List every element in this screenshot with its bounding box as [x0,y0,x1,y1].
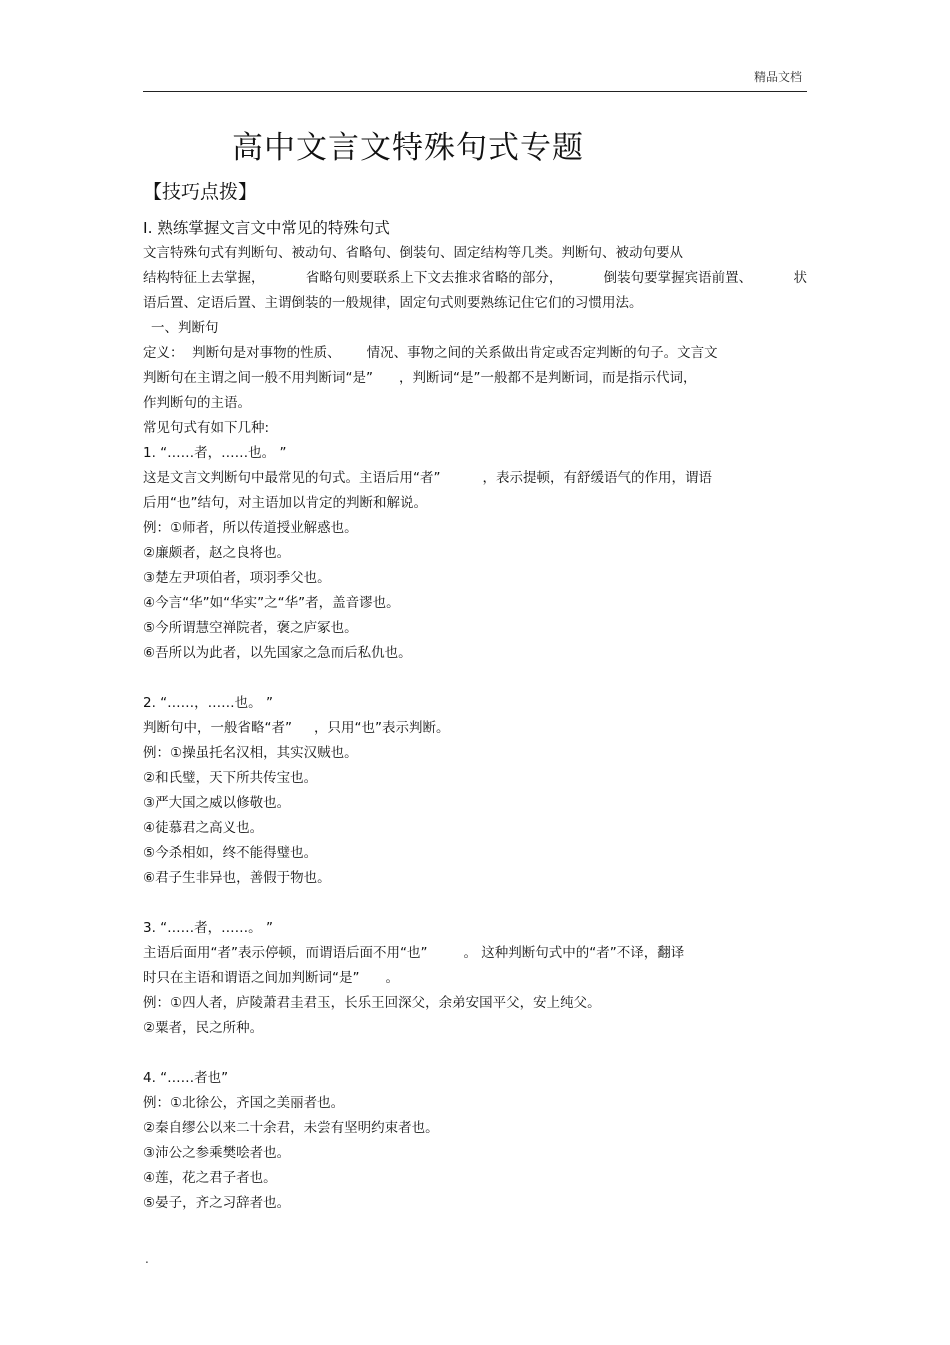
definition-line-2-part-a: 判断句在主谓之间一般不用判断词“是” [143,370,373,386]
definition-line-3: 作判断句的主语。 [143,395,251,411]
pattern-3-example: ②粟者，民之所种。 [143,1020,264,1036]
intro-line-2-part-b: 省略句则要联系上下文去推求省略的部分， [305,270,563,286]
pattern-2-example: ③严大国之威以修敬也。 [143,795,291,811]
definition-line-2 [143,366,807,391]
intro-line-2 [143,266,807,291]
intro-line-2-part-a: 结构特征上去掌握， [143,270,265,286]
pattern-4-example: ③沛公之参乘樊哙者也。 [143,1145,291,1161]
pattern-4-example: ②秦自缪公以来二十余君，未尝有坚明约束者也。 [143,1120,439,1136]
pattern-1-desc-1 [143,466,807,491]
definition-line-1 [143,341,807,366]
definition-line-1-part-a: 定义： 判断句是对事物的性质、 [143,345,341,361]
spacer [143,666,807,691]
document-body [143,216,807,1216]
pattern-1-example: ②廉颇者，赵之良将也。 [143,545,291,561]
pattern-1-example: ⑤今所谓慧空禅院者，褒之庐冢也。 [143,620,358,636]
pattern-1-desc-1-part-b: ，表示提顿，有舒缓语气的作用，谓语 [482,470,712,486]
pattern-1-example: ⑥吾所以为此者，以先国家之急而后私仇也。 [143,645,412,661]
pattern-2-desc-1-part-a: 判断句中，一般省略“者” [143,720,292,736]
pattern-3-title: 3. “……者，……。 ” [143,920,273,936]
subheading: Ⅰ. 熟练掌握文言文中常见的特殊句式 [143,219,390,237]
pattern-1-example: 例：①师者，所以传道授业解惑也。 [143,520,358,536]
pattern-4-example: 例：①北徐公，齐国之美丽者也。 [143,1095,345,1111]
judgment-heading: 一、判断句 [151,320,219,336]
pattern-1-desc-2: 后用“也”结句，对主语加以肯定的判断和解说。 [143,495,427,511]
types-intro: 常见句式有如下几种: [143,420,270,436]
section-heading: 【技巧点拨】 [143,181,258,203]
pattern-3-desc-1 [143,941,807,966]
pattern-1-example: ③楚左尹项伯者，项羽季父也。 [143,570,331,586]
document-title: 高中文言文特殊句式专题 [232,130,584,166]
pattern-3-desc-2 [143,966,807,991]
spacer [143,1041,807,1066]
pattern-2-example: ⑥君子生非异也，善假于物也。 [143,870,331,886]
pattern-2-desc-1-part-b: ，只用“也”表示判断。 [314,720,450,736]
pattern-1-example: ④今言“华”如“华实”之“华”者，盖音谬也。 [143,595,400,611]
pattern-3-desc-1-part-b: 。 这种判断句式中的“者”不译，翻译 [463,945,685,961]
intro-line-2-part-c: 倒装句要掌握宾语前置、 [603,270,753,286]
pattern-3-desc-2-part-b: 。 [385,970,399,986]
pattern-1-title: 1. “……者，……也。 ” [143,445,287,461]
intro-line-2-part-d: 状 [793,270,807,286]
header-rule [143,91,807,92]
pattern-1-desc-1-part-a: 这是文言文判断句中最常见的句式。主语后用“者” [143,470,441,486]
intro-line-3: 语后置、定语后置、主谓倒装的一般规律，固定句式则要熟练记住它们的习惯用法。 [143,295,643,311]
pattern-4-example: ④莲，花之君子者也。 [143,1170,277,1186]
page-header-label: 精品文档 [753,70,802,84]
definition-line-1-part-b: 情况、事物之间的关系做出肯定或否定判断的句子。文言文 [366,345,718,361]
footer-mark: . [145,1252,149,1266]
pattern-4-example: ⑤晏子，齐之习辞者也。 [143,1195,291,1211]
intro-line-1: 文言特殊句式有判断句、被动句、省略句、倒装句、固定结构等几类。判断句、被动句要从 [143,245,683,261]
pattern-3-desc-2-part-a: 时只在主语和谓语之间加判断词“是” [143,970,360,986]
pattern-4-title: 4. “……者也” [143,1070,229,1086]
pattern-2-title: 2. “……，……也。 ” [143,695,273,711]
spacer [143,891,807,916]
pattern-2-desc-1 [143,716,807,741]
pattern-2-example: ④徒慕君之高义也。 [143,820,264,836]
pattern-2-example: ⑤今杀相如，终不能得璧也。 [143,845,318,861]
pattern-3-desc-1-part-a: 主语后面用“者”表示停顿，而谓语后面不用“也” [143,945,428,961]
pattern-2-example: 例：①操虽托名汉相，其实汉贼也。 [143,745,358,761]
definition-line-2-part-b: ，判断词“是”一般都不是判断词，而是指示代词， [399,370,697,386]
pattern-3-example: 例：①四人者，庐陵萧君圭君玉，长乐王回深父，余弟安国平父，安上纯父。 [143,995,601,1011]
pattern-2-example: ②和氏璧，天下所共传宝也。 [143,770,318,786]
